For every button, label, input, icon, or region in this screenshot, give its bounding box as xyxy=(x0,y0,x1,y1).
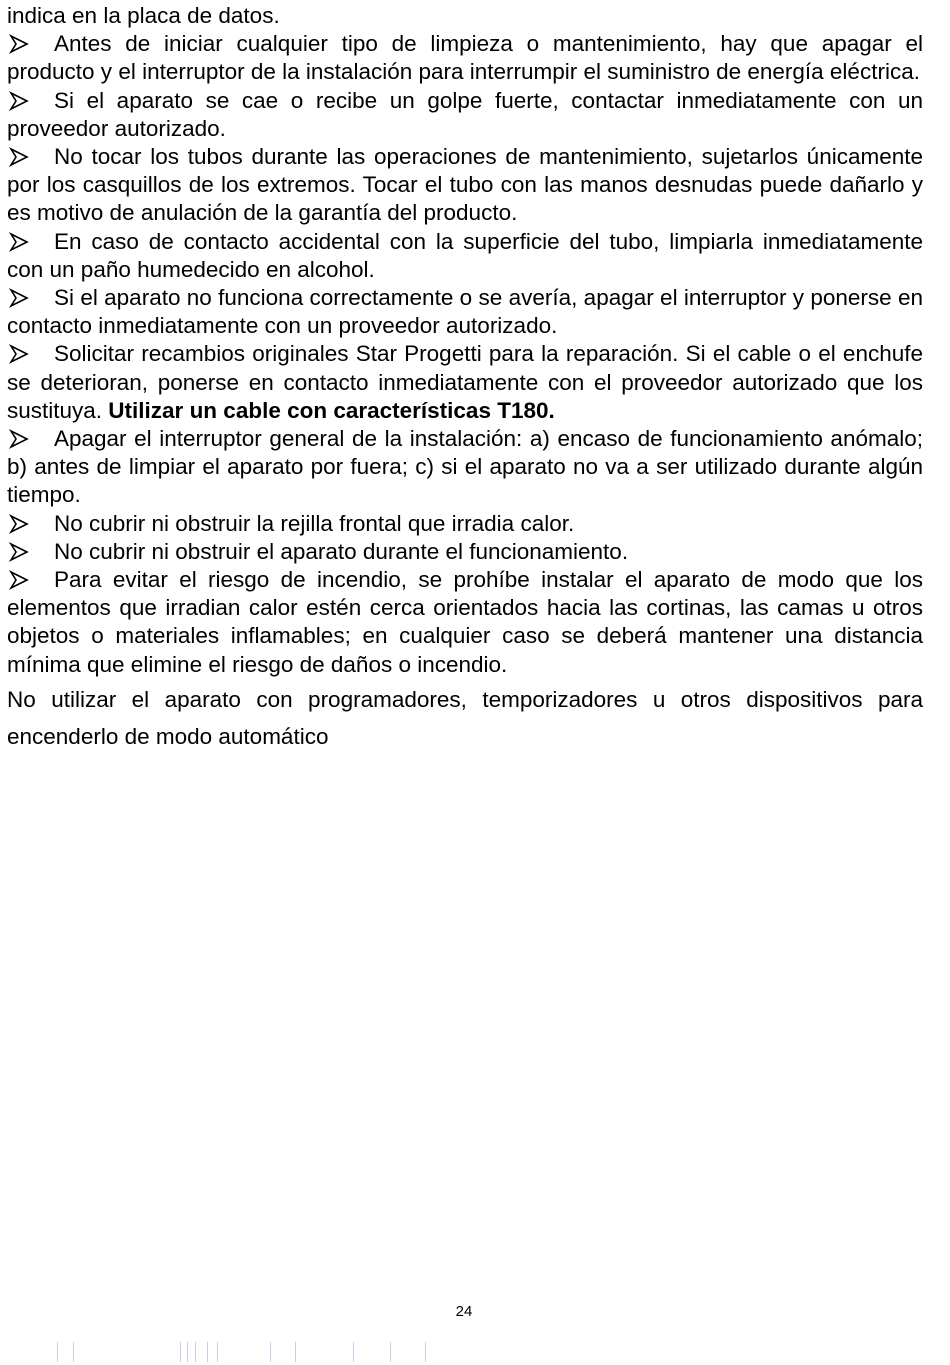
closing-paragraph: No utilizar el aparato con programadores, temporizadores u otros dispositivos para encenderlo de modo automático xyxy=(7,686,923,749)
footer-scan-marks xyxy=(55,1342,455,1362)
bullet-text: No tocar los tubos durante las operaciones de mantenimiento, sujetarlos únicamente por los casquillos de los extremos. Tocar el tubo con las manos desnudas puede dañarlo y es motivo de anulación de la garantía del producto. xyxy=(7,144,923,226)
bullet-text: Si el aparato se cae o recibe un golpe fuerte, contactar inmediatamente con un proveedor autorizado. xyxy=(7,87,923,141)
bullet-item xyxy=(7,510,923,538)
bullet-text: No cubrir ni obstruir el aparato durante el funcionamiento. xyxy=(54,538,629,564)
bullet-text: Antes de iniciar cualquier tipo de limpieza o mantenimiento, hay que apagar el producto y el interruptor de la instalación para interrumpir el suministro de energía eléctrica. xyxy=(7,31,923,85)
bullet-item xyxy=(7,284,923,340)
bullet-item xyxy=(7,87,923,143)
document-body xyxy=(7,2,923,755)
bullet-list xyxy=(7,30,923,679)
bullet-text: En caso de contacto accidental con la superficie del tubo, limpiarla inmediatamente con un paño humedecido en alcohol. xyxy=(7,228,923,282)
bullet-item xyxy=(7,228,923,284)
bullet-item xyxy=(7,340,923,425)
bullet-item xyxy=(7,30,923,86)
bullet-item xyxy=(7,538,923,566)
bullet-item xyxy=(7,566,923,679)
bullet-text: Solicitar recambios originales Star Progetti para la reparación. Si el cable o el enchufe se deterioran, ponerse en contacto inmediatamente con el proveedor autorizado que los sustituya. xyxy=(7,341,923,423)
bullet-text: Para evitar el riesgo de incendio, se prohíbe instalar el aparato de modo que los elementos que irradian calor estén cerca orientados hacia las cortinas, las camas u otros objetos o materiales inflamables; en cualquier caso se deberá mantener una distancia mínima que elimine el riesgo de daños o incendio. xyxy=(7,567,923,677)
page-number: 24 xyxy=(455,1303,473,1320)
intro-line: indica en la placa de datos. xyxy=(7,3,280,28)
bullet-item xyxy=(7,143,923,228)
bullet-text: No cubrir ni obstruir la rejilla frontal que irradia calor. xyxy=(54,510,575,536)
bullet-bold-text: Utilizar un cable con características T180. xyxy=(108,397,555,423)
bullet-item xyxy=(7,425,923,510)
bullet-text: Si el aparato no funciona correctamente o se avería, apagar el interruptor y ponerse en contacto inmediatamente con un proveedor autorizado. xyxy=(7,285,923,339)
bullet-text: Apagar el interruptor general de la instalación: a) encaso de funcionamiento anómalo; b) antes de limpiar el aparato por fuera; c) si el aparato no va a ser utilizado durante algún tiempo. xyxy=(7,426,923,508)
